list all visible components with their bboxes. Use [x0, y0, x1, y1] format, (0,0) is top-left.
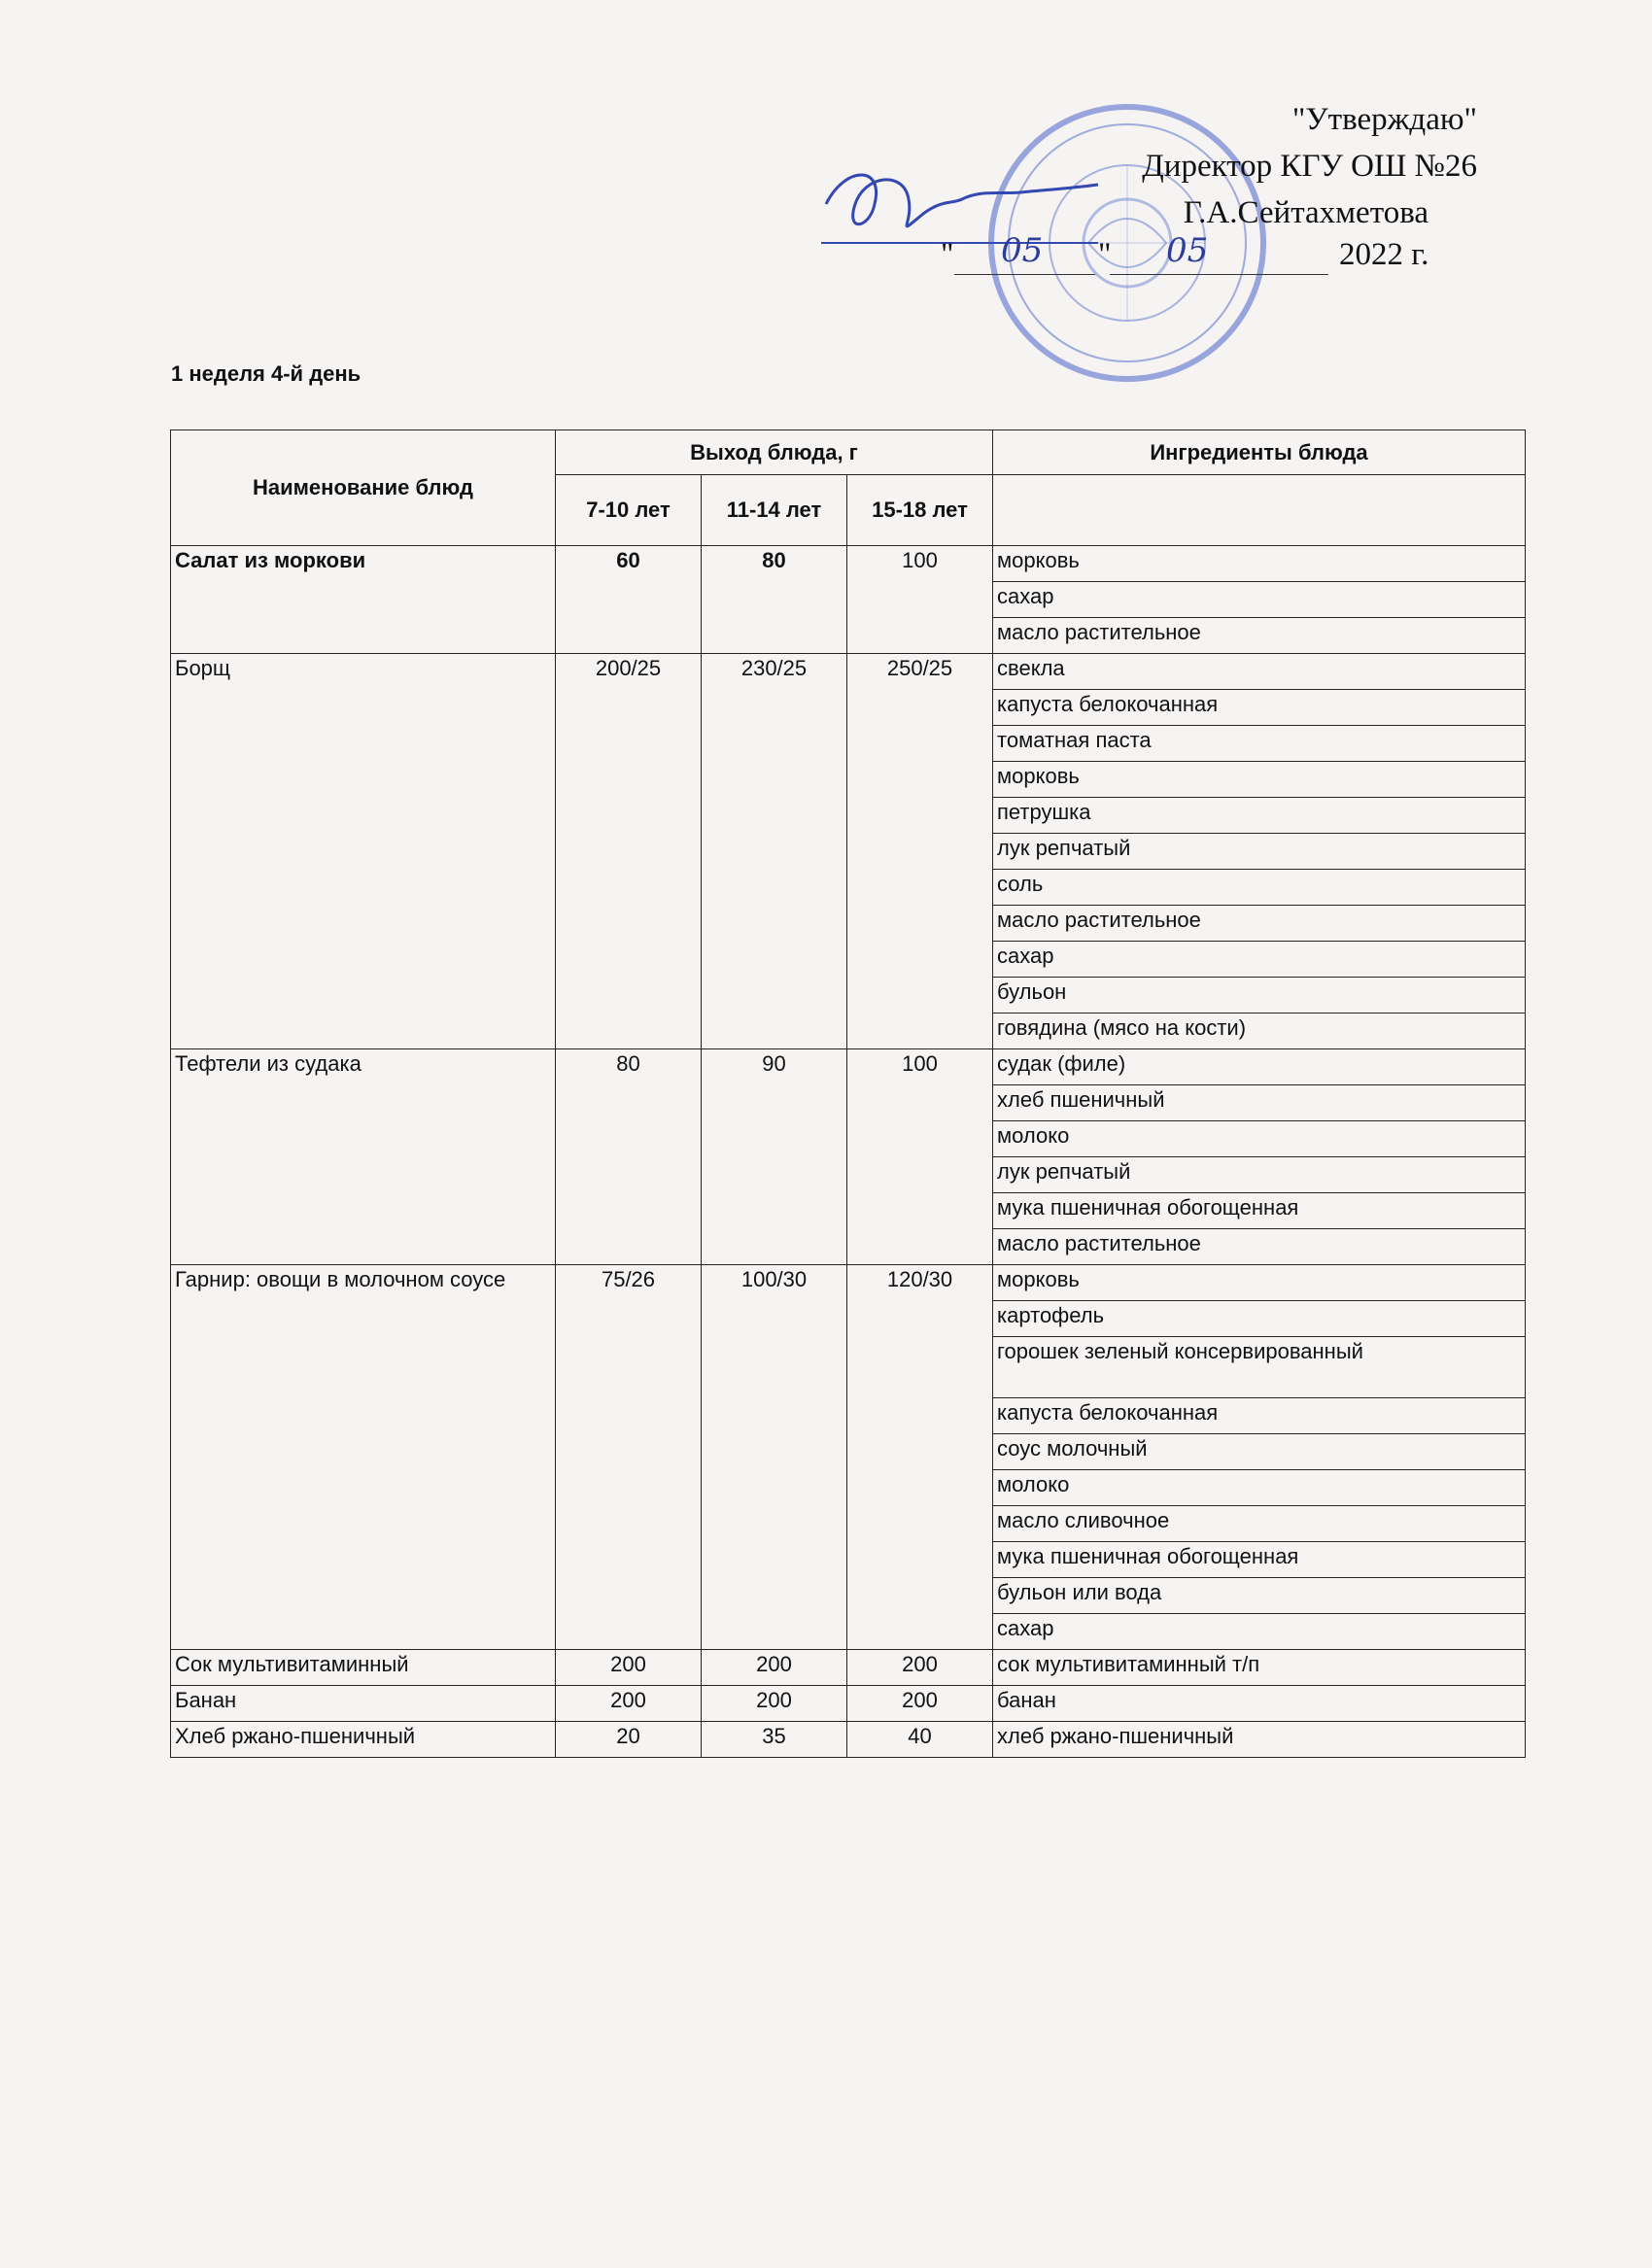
dish-output-v3: 200: [847, 1650, 993, 1686]
menu-table: [170, 430, 1526, 1758]
ingredient: масло сливочное: [993, 1506, 1526, 1542]
ingredient: лук репчатый: [993, 834, 1526, 870]
dish-output-v3: 100: [847, 1049, 993, 1265]
dish-output-v1: 75/26: [556, 1265, 702, 1650]
dish-output-v3: 120/30: [847, 1265, 993, 1650]
date-year: 2022 г.: [1339, 237, 1429, 272]
dish-output-v3: 100: [847, 546, 993, 654]
ingredient: мука пшеничная обогощенная: [993, 1193, 1526, 1229]
dish-output-v2: 80: [702, 546, 847, 654]
header-dish-name: Наименование блюд: [171, 430, 556, 546]
header-empty: [993, 475, 1526, 546]
ingredient: соль: [993, 870, 1526, 906]
dish-name: Салат из моркови: [171, 546, 556, 654]
date-quote-open: ": [941, 237, 954, 272]
dish-output-v2: 90: [702, 1049, 847, 1265]
dish-output-v2: 100/30: [702, 1265, 847, 1650]
ingredient: морковь: [993, 1265, 1526, 1301]
dish-name: Тефтели из судака: [171, 1049, 556, 1265]
dish-output-v2: 200: [702, 1686, 847, 1722]
dish-output-v2: 200: [702, 1650, 847, 1686]
ingredient: сахар: [993, 582, 1526, 618]
dish-output-v1: 200: [556, 1650, 702, 1686]
ingredient: бульон: [993, 978, 1526, 1014]
ingredient: свекла: [993, 654, 1526, 690]
ingredient: масло растительное: [993, 1229, 1526, 1265]
dish-name: Сок мультивитаминный: [171, 1650, 556, 1686]
ingredient: петрушка: [993, 798, 1526, 834]
ingredient: хлеб пшеничный: [993, 1085, 1526, 1121]
dish-output-v1: 80: [556, 1049, 702, 1265]
director-title: Директор КГУ ОШ №26: [1142, 149, 1477, 184]
ingredient: говядина (мясо на кости): [993, 1014, 1526, 1049]
dish-name: Банан: [171, 1686, 556, 1722]
dish-output-v1: 200: [556, 1686, 702, 1722]
table-row: [171, 546, 1526, 582]
dish-output-v3: 250/25: [847, 654, 993, 1049]
dish-output-v1: 200/25: [556, 654, 702, 1049]
approval-title: "Утверждаю": [1291, 102, 1477, 137]
ingredient: хлеб ржано-пшеничный: [993, 1722, 1526, 1758]
ingredient: молоко: [993, 1121, 1526, 1157]
dish-output-v3: 40: [847, 1722, 993, 1758]
table-row: [171, 1049, 1526, 1085]
date-day: 05: [1001, 231, 1044, 270]
dish-output-v1: 20: [556, 1722, 702, 1758]
dish-name: Хлеб ржано-пшеничный: [171, 1722, 556, 1758]
date-quote-close: ": [1098, 237, 1112, 272]
dish-output-v3: 200: [847, 1686, 993, 1722]
dish-name: Борщ: [171, 654, 556, 1049]
ingredient: соус молочный: [993, 1434, 1526, 1470]
ingredient: масло растительное: [993, 618, 1526, 654]
header-age-11-14: 11-14 лет: [702, 475, 847, 546]
ingredient: молоко: [993, 1470, 1526, 1506]
date-day-line: [954, 274, 1095, 275]
ingredient: горошек зеленый консервированный: [993, 1337, 1526, 1398]
ingredient: картофель: [993, 1301, 1526, 1337]
dish-name: Гарнир: овощи в молочном соусе: [171, 1265, 556, 1650]
ingredient: капуста белокочанная: [993, 1398, 1526, 1434]
ingredient: сахар: [993, 942, 1526, 978]
ingredient: сахар: [993, 1614, 1526, 1650]
director-name: Г.А.Сейтахметова: [1183, 195, 1428, 230]
ingredient: морковь: [993, 762, 1526, 798]
table-row: [171, 1650, 1526, 1686]
dish-output-v2: 35: [702, 1722, 847, 1758]
header-age-7-10: 7-10 лет: [556, 475, 702, 546]
ingredient: сок мультивитаминный т/п: [993, 1650, 1526, 1686]
ingredient: масло растительное: [993, 906, 1526, 942]
ingredient: капуста белокочанная: [993, 690, 1526, 726]
ingredient: морковь: [993, 546, 1526, 582]
ingredient: судак (филе): [993, 1049, 1526, 1085]
table-row: [171, 1722, 1526, 1758]
dish-output-v2: 230/25: [702, 654, 847, 1049]
ingredient: лук репчатый: [993, 1157, 1526, 1193]
table-row: [171, 654, 1526, 690]
table-row: [171, 1265, 1526, 1301]
ingredient: банан: [993, 1686, 1526, 1722]
table-row: [171, 1686, 1526, 1722]
ingredient: томатная паста: [993, 726, 1526, 762]
header-output: Выход блюда, г: [556, 430, 993, 475]
header-ingredients: Ингредиенты блюда: [993, 430, 1526, 475]
date-month-line: [1110, 274, 1328, 275]
date-month: 05: [1166, 231, 1209, 270]
header-age-15-18: 15-18 лет: [847, 475, 993, 546]
dish-output-v1: 60: [556, 546, 702, 654]
signature: [816, 146, 1108, 262]
week-day-label: 1 неделя 4-й день: [171, 361, 361, 386]
ingredient: мука пшеничная обогощенная: [993, 1542, 1526, 1578]
menu-body: [171, 546, 1526, 1758]
ingredient: бульон или вода: [993, 1578, 1526, 1614]
